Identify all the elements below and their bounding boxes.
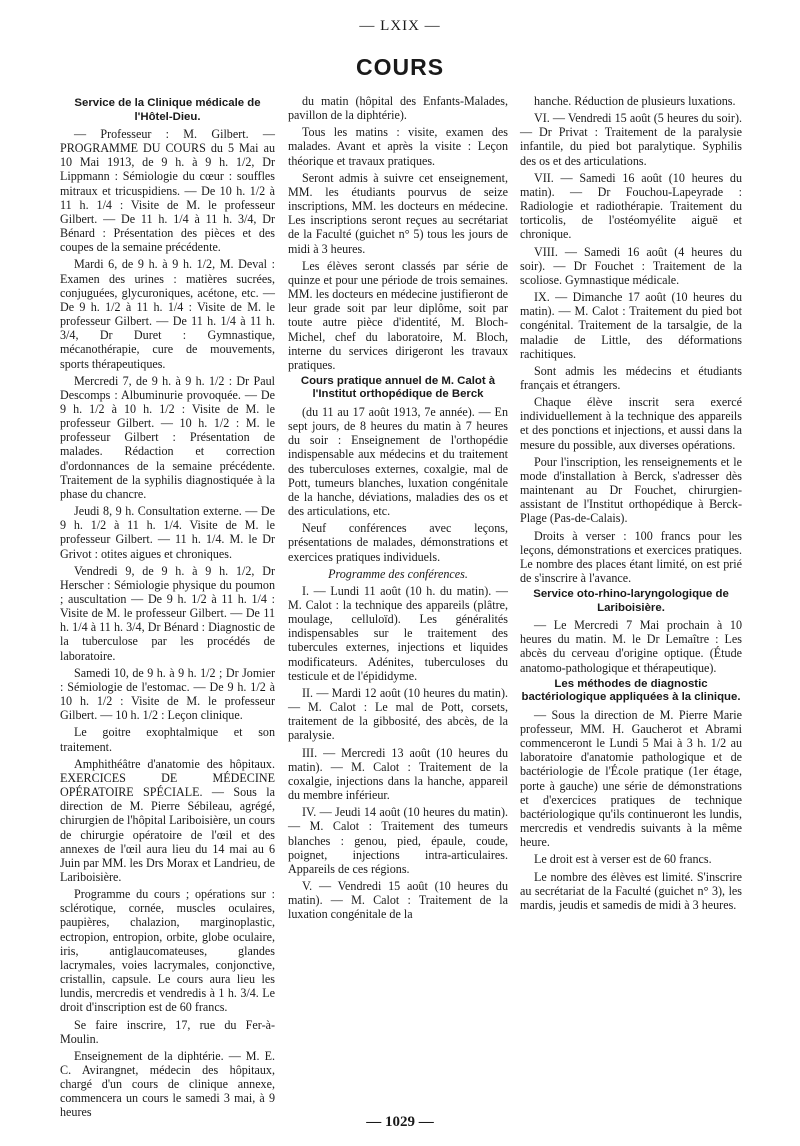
paragraph: hanche. Réduction de plusieurs luxations. (534, 94, 736, 108)
paragraph: Se faire inscrire, 17, rue du Fer-à-Moulin. (60, 1017, 275, 1046)
paragraph: VI. — Vendredi 15 août (5 heures du soir). — Dr Privat : Traitement de la paralysie infantile, du pied bot paralytique. Syphilis des os et des articulations. (520, 111, 742, 168)
paragraph: Les élèves seront classés par série de quinze et pour une période de trois semaines. MM. les docteurs en médecine justifieront de leur grade soit par leur diplôme, soit par toute autre pièce d'identité, M. Bloch-Michel, chef du laboratoire, M. Bloch, interne du services dirigeront les travaux pratiques. (288, 258, 508, 372)
paragraph: Chaque élève inscrit sera exercé individuellement à la technique des appareils et des ponctions et injections, et aussi dans la mesure du possible, aux diverses opérations. (520, 395, 742, 452)
paragraph: Enseignement de la diphtérie. — M. E. C. Avirangnet, médecin des hôpitaux, chargé d'un cours de clinique annexe, commencera un cours le samedi 3 mai, à 9 heures (60, 1048, 275, 1120)
paragraph: V. — Vendredi 15 août (10 heures du matin). — M. Calot : Traitement de la luxation congénitale de la (288, 878, 508, 922)
paragraph: III. — Mercredi 13 août (10 heures du matin). — M. Calot : Traitement de la coxalgie, injections dans la hanche, appareil du membre inférieur. (288, 745, 508, 803)
page-roman-numeral: — LXIX — (359, 18, 441, 34)
paragraph: II. — Mardi 12 août (10 heures du matin). — M. Calot : Le mal de Pott, corsets, traitement de la gibbosité, des abcès, de la paralysie. (288, 685, 508, 743)
paragraph: Amphithéâtre d'anatomie des hôpitaux. EXERCICES DE MÉDECINE OPÉRATOIRE SPÉCIALE. — Sous la direction de M. Pierre Sébileau, agrégé, chirurgien de l'hôpital Lariboisière, un cours de chirurgie opératoire de l'œil et des annexes de l'œil aura lieu du 14 mai au 6 Juin par MM. les Drs Morax et Landrieu, de Lariboisière. (60, 756, 275, 884)
paragraph: Neuf conférences avec leçons, présentations de malades, démonstrations et exercices pratiques individuels. (288, 521, 508, 564)
section-heading: Service oto-rhino-laryngologique de Lariboisière. (533, 588, 729, 614)
paragraph: VII. — Samedi 16 août (10 heures du matin). — Dr Fouchou-Lapeyrade : Radiologie et radiothérapie. Traitement du torticolis, de l'ostéomyélite aiguë et chronique. (520, 170, 742, 242)
paragraph: Droits à verser : 100 francs pour les leçons, démonstrations et exercices pratiques. Le nombre des places étant limité, on est prié de s'inscrire à l'avance. (520, 528, 742, 585)
paragraph: Le goitre exophtalmique et son traitement. (60, 725, 275, 754)
subheading: Programme des conférences. (328, 566, 468, 581)
paragraph: Mardi 6, de 9 h. à 9 h. 1/2, M. Deval : Examen des urines : matières sucrées, conjuguées, glycuroniques, acétone, etc. — De 9 h. 1/2 à 11 h. 1/4 : Visite de M. le professeur Gilbert. — De 11 h. 1/4 à 11 h. 3/4, Dr Duret : Gymnastique, mécanothérapie, cure de mouvements, sports thérapeutiques. (60, 257, 275, 371)
section-heading: Les méthodes de diagnostic bactériologique appliquées à la clinique. (521, 677, 741, 704)
paragraph: Seront admis à suivre cet enseignement, MM. les étudiants pourvus de seize inscriptions, MM. les docteurs en médecine. Les inscriptions seront reçues au secrétariat de la Faculté (guichet n° 5) tous les jours de midi à 3 heures. (288, 170, 508, 256)
paragraph: du matin (hôpital des Enfants-Malades, pavillon de la diphtérie). (288, 94, 508, 123)
paragraph: — Le Mercredi 7 Mai prochain à 10 heures du matin. M. le Dr Lemaître : Les abcès du cerveau d'origine optique. (Étude anatomo-pathologique et thérapeutique). (520, 618, 742, 675)
section-heading: Cours pratique annuel de M. Calot à l'Institut orthopédique de Berck (300, 374, 496, 401)
column-1 (60, 94, 275, 1123)
column-2 (288, 94, 508, 924)
paragraph: — Professeur : M. Gilbert. — PROGRAMME DU COURS du 5 Mai au 10 Mai 1913, de 9 h. à 9 h. 1/2, Dr Lippmann : Sémiologie du cœur : souffles mitraux et tricuspidiens. — De 10 h. 1/2 à 11 h. 1/4 : Visite de M. le professeur Gilbert. — De 11 h. 1/4 à 11 h. 3/4, Dr Bénard : Présentation des pièces et des coupes de la semaine précédente. (60, 127, 275, 255)
paragraph: VIII. — Samedi 16 août (4 heures du soir). — Dr Fouchet : Traitement de la scoliose. Gymnastique médicale. (520, 244, 742, 287)
paragraph: Samedi 10, de 9 h. à 9 h. 1/2 ; Dr Jomier : Sémiologie de l'estomac. — De 9 h. 1/2 à 10 h. 1/2 : Visite de M. le professeur Gilbert. — 10 h. 1/2 : Leçon clinique. (60, 665, 275, 723)
paragraph: — Sous la direction de M. Pierre Marie professeur, MM. H. Gaucherot et Abrami commenceront le Lundi 5 Mai à 3 h. 1/2 au laboratoire d'anatomie pathologique et de bactériologie de l'École pratique (1er étage, porte à gauche) une série de démonstrations et d'exercices pratiques de technique bactériologique qu'ils continueront les lundis, mercredis et vendredis suivants à la même heure. (520, 707, 742, 850)
column-3 (520, 94, 742, 915)
paragraph: Jeudi 8, 9 h. Consultation externe. — De 9 h. 1/2 à 11 h. 1/4. Visite de M. le professeur Gilbert. — 11 h. 1/4. M. le Dr Grivot : otites aigues et chroniques. (60, 504, 275, 561)
paragraph: Le droit est à verser est de 60 francs. (534, 852, 712, 867)
paragraph: Pour l'inscription, les renseignements et le mode d'installation à Berck, s'adresser dès maintenant au Dr Fouchet, chirurgien-assistant de l'Institut orthopédique à Berck-Plage (Pas-de-Calais). (520, 454, 742, 526)
paragraph: IV. — Jeudi 14 août (10 heures du matin). — M. Calot : Traitement des tumeurs blanches : genou, pied, épaule, coude, poignet, injections intra-articulaires. Appareils de ces régions. (288, 805, 508, 876)
paragraph: Programme du cours ; opérations sur : sclérotique, cornée, muscles oculaires, paupières, chalazion, marginoplastic, ectropion, entropion, orbite, globe oculaire, iris, antiglaucomateuses, glandes lacrymales, voies lacrymales, conjonctive, cristallin, capsule. Le cours aura lieu les lundis, mercredis et vendredis à 1 h. 3/4. Le droit d'inscription est de 60 francs. (60, 887, 275, 1015)
paragraph: (du 11 au 17 août 1913, 7e année). — En sept jours, de 8 heures du matin à 7 heures du soir : Enseignement de l'orthopédie indispensable aux médecins et du traitement des tuberculoses externes, coxalgie, mal de Pott, tumeurs blanches, luxation congénitale de la hanche, déviations, maladies des os et des articulations, etc. (288, 404, 508, 519)
paragraph: IX. — Dimanche 17 août (10 heures du matin). — M. Calot : Traitement du pied bot congénital. Traitement de la tarsalgie, de la maladie de Little, des déformations rachitiques. (520, 290, 742, 361)
paragraph: Tous les matins : visite, examen des malades. Avant et après la visite : Leçon théorique et travaux pratiques. (288, 125, 508, 168)
page-title: COURS (355, 54, 445, 80)
paragraph: Le nombre des élèves est limité. S'inscrire au secrétariat de la Faculté (guichet n° 3), les mardis, jeudis et samedis de midi à 3 heures. (520, 869, 742, 912)
paragraph: Vendredi 9, de 9 h. à 9 h. 1/2, Dr Herscher : Sémiologie physique du poumon ; auscultation — De 9 h. 1/2 à 11 h. 1/4 : Visite de M. le professeur Gilbert. — De 11 h. 1/4 à 11 h. 3/4, Dr Bénard : Diagnostic de la tuberculose par les procédés de laboratoire. (60, 563, 275, 663)
paragraph: Mercredi 7, de 9 h. à 9 h. 1/2 : Dr Paul Descomps : Albuminurie provoquée. — De 9 h. 1/2 à 10 h. 1/2 : Visite de M. le professeur Gilbert. — 10 h. 1/2 : M. le professeur Gilbert : Présentation de malades. Rédaction et correction d'ordonnances de la semaine précédente. Traitement de la syphilis diagnostiquée à la phase du chancre. (60, 373, 275, 501)
paragraph: Sont admis les médecins et étudiants français et étrangers. (520, 363, 742, 392)
paragraph: I. — Lundi 11 août (10 h. du matin). — M. Calot : la technique des appareils (plâtre, moulage, celluloïd). Les généralités indispensables sur le traitement des tubercules externes, injections et liquides modificateurs. Adénites, tuberculoses du testicule et de l'épididyme. (288, 583, 508, 683)
section-heading: Service de la Clinique médicale de l'Hôtel-Dieu. (74, 97, 261, 123)
page-number: — 1029 — (366, 1114, 434, 1130)
